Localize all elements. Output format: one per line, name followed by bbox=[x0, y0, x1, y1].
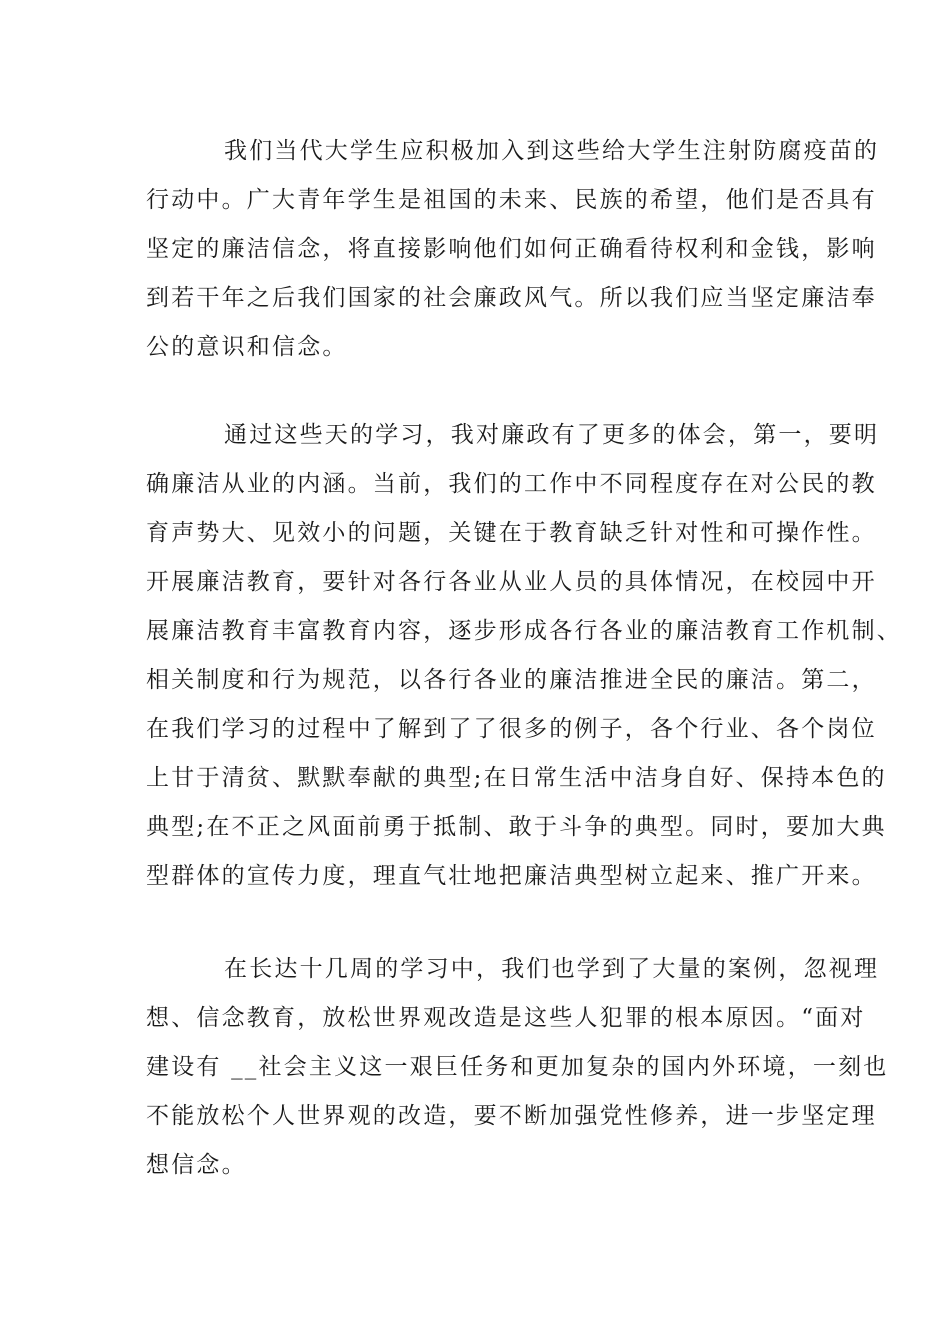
paragraph-line: 上甘于清贫、默默奉献的典型;在日常生活中洁身自好、保持本色的 bbox=[146, 765, 887, 791]
paragraph-line: 展廉洁教育丰富教育内容，逐步形成各行各业的廉洁教育工作机制、 bbox=[146, 618, 902, 644]
paragraph-line: 相关制度和行为规范，以各行各业的廉洁推进全民的廉洁。第二， bbox=[146, 667, 877, 693]
paragraph-line: 在我们学习的过程中了解到了了很多的例子，各个行业、各个岗位 bbox=[146, 716, 877, 742]
paragraph-line: 育声势大、见效小的问题，关键在于教育缺乏针对性和可操作性。 bbox=[146, 520, 877, 546]
paragraph-line: 我们当代大学生应积极加入到这些给大学生注射防腐疫苗的 bbox=[224, 138, 880, 164]
paragraph-line: 建设有 __社会主义这一艰巨任务和更加复杂的国内外环境，一刻也 bbox=[146, 1054, 889, 1080]
paragraph-line: 到若干年之后我们国家的社会廉政风气。所以我们应当坚定廉洁奉 bbox=[146, 285, 877, 311]
paragraph-line: 想信念。 bbox=[146, 1152, 247, 1178]
paragraph-line: 通过这些天的学习，我对廉政有了更多的体会，第一，要明 bbox=[224, 422, 880, 448]
paragraph-line: 在长达十几周的学习中，我们也学到了大量的案例，忽视理 bbox=[224, 956, 880, 982]
paragraph-line: 行动中。广大青年学生是祖国的未来、民族的希望，他们是否具有 bbox=[146, 187, 877, 213]
paragraph-line: 公的意识和信念。 bbox=[146, 334, 348, 360]
paragraph-line: 确廉洁从业的内涵。当前，我们的工作中不同程度存在对公民的教 bbox=[146, 471, 877, 497]
paragraph-line: 开展廉洁教育，要针对各行各业从业人员的具体情况，在校园中开 bbox=[146, 569, 877, 595]
paragraph-line: 不能放松个人世界观的改造，要不断加强党性修养，进一步坚定理 bbox=[146, 1103, 877, 1129]
paragraph-line: 典型;在不正之风面前勇于抵制、敢于斗争的典型。同时，要加大典 bbox=[146, 814, 887, 840]
paragraph-line: 型群体的宣传力度，理直气壮地把廉洁典型树立起来、推广开来。 bbox=[146, 863, 877, 889]
paragraph-line: 想、信念教育，放松世界观改造是这些人犯罪的根本原因。“面对 bbox=[146, 1005, 866, 1031]
paragraph-line: 坚定的廉洁信念，将直接影响他们如何正确看待权利和金钱，影响 bbox=[146, 236, 877, 262]
